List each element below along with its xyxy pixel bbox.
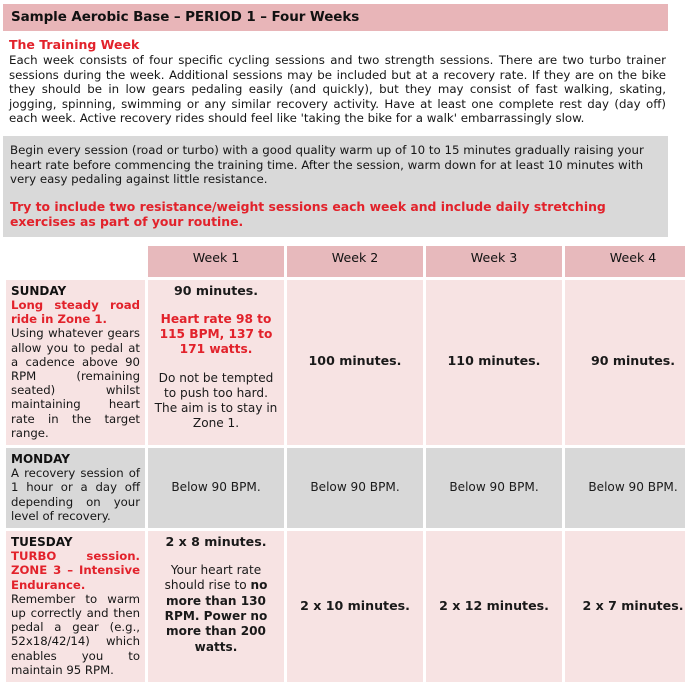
cell-tuesday-week-4	[565, 531, 685, 682]
day-name: TUESDAY	[11, 535, 73, 549]
cell-tuesday-week-3	[426, 531, 562, 682]
cell-main-value: Below 90 BPM.	[310, 480, 400, 495]
note-callout: Try to include two resistance/weight sessions each week and include daily stretching exercises as part of your routine.	[10, 198, 606, 229]
table-header-week-1: Week 1	[148, 246, 284, 277]
cell-note: Do not be tempted to push too hard. The aim is to stay in Zone 1.	[154, 370, 278, 430]
cell-paragraph-bold: no more than 130 RPM. Power no more than 200 watts.	[164, 578, 268, 654]
cell-main-value: 90 minutes.	[590, 353, 676, 369]
cell-red-value: Heart rate 98 to 115 BPM, 137 to 171 watts.	[159, 311, 273, 356]
table-header-week-2: Week 2	[287, 246, 423, 277]
table-header-row	[6, 246, 685, 277]
day-cell-sunday	[6, 280, 145, 445]
day-highlight: Long steady road ride in Zone 1.	[11, 297, 140, 327]
cell-main-value: 2 x 10 minutes.	[300, 597, 410, 613]
cell-main-value: 2 x 12 minutes.	[439, 597, 549, 613]
cell-tuesday-week-2	[287, 531, 423, 682]
day-name: MONDAY	[11, 451, 70, 466]
cell-main-value: 90 minutes.	[173, 282, 259, 298]
cell-paragraph	[153, 563, 279, 655]
cell-main-value: 2 x 7 minutes.	[582, 597, 684, 613]
cell-monday-week-4	[565, 448, 685, 528]
day-description: Remember to warm up correctly and then pedal a gear (e.g., 52x18/42/14) which enables you to maintain 95 RPM.	[11, 591, 140, 677]
document-title: Sample Aerobic Base – PERIOD 1 – Four Weeks	[3, 4, 668, 31]
table-header-week-3: Week 3	[426, 246, 562, 277]
cell-sunday-week-4	[565, 280, 685, 445]
day-description: Using whatever gears allow you to pedal at a cadence above 90 RPM (remaining seated) whilst maintaining heart rate in the target range.	[11, 326, 140, 440]
cell-main-value: Below 90 BPM.	[171, 480, 261, 495]
table-row	[6, 448, 685, 528]
cell-sunday-week-3	[426, 280, 562, 445]
day-cell-tuesday	[6, 531, 145, 682]
intro-paragraph: Each week consists of four specific cycling sessions and two strength sessions. There are two turbo trainer sessions during the week. Additional sessions may be included but at a recovery rate. If they are on the bike they should be in low gears pedaling easily (and quickly), but they may consist of fast walking, skating, jogging, spinning, swimming or any similar recovery activity. Have at least one complete rest day (day off) each week. Active recovery rides should feel like 'taking the bike for a walk' embarrassingly slow.	[9, 53, 666, 126]
note-paragraph: Begin every session (road or turbo) with a good quality warm up of 10 to 15 minutes gradually raising your heart rate before commencing the training time. After the session, warm down for at least 10 minutes with very easy pedaling against little resistance.	[10, 142, 644, 187]
intro-section	[3, 31, 668, 130]
cell-sunday-week-1	[148, 280, 284, 445]
table-row	[6, 280, 685, 445]
note-box	[3, 136, 668, 237]
cell-paragraph-prefix: Your heart rate should rise to	[164, 562, 262, 593]
cell-main-value: 100 minutes.	[308, 353, 402, 369]
cell-main-value: Below 90 BPM.	[449, 480, 539, 495]
cell-sunday-week-2	[287, 280, 423, 445]
day-highlight: TURBO session. ZONE 3 – Intensive Endurance.	[11, 549, 140, 592]
table-row	[6, 531, 685, 682]
cell-tuesday-week-1	[148, 531, 284, 682]
cell-monday-week-2	[287, 448, 423, 528]
cell-main-value: 2 x 8 minutes.	[165, 534, 267, 549]
table-header-blank	[6, 246, 145, 277]
cell-monday-week-1	[148, 448, 284, 528]
day-name: SUNDAY	[11, 283, 67, 298]
intro-heading: The Training Week	[9, 37, 140, 52]
cell-main-value: 110 minutes.	[447, 353, 541, 369]
training-plan-table	[3, 243, 685, 685]
table-header-week-4: Week 4	[565, 246, 685, 277]
day-description: A recovery session of 1 hour or a day off depending on your level of recovery.	[11, 466, 140, 523]
day-cell-monday	[6, 448, 145, 528]
cell-monday-week-3	[426, 448, 562, 528]
cell-main-value: Below 90 BPM.	[588, 480, 678, 495]
